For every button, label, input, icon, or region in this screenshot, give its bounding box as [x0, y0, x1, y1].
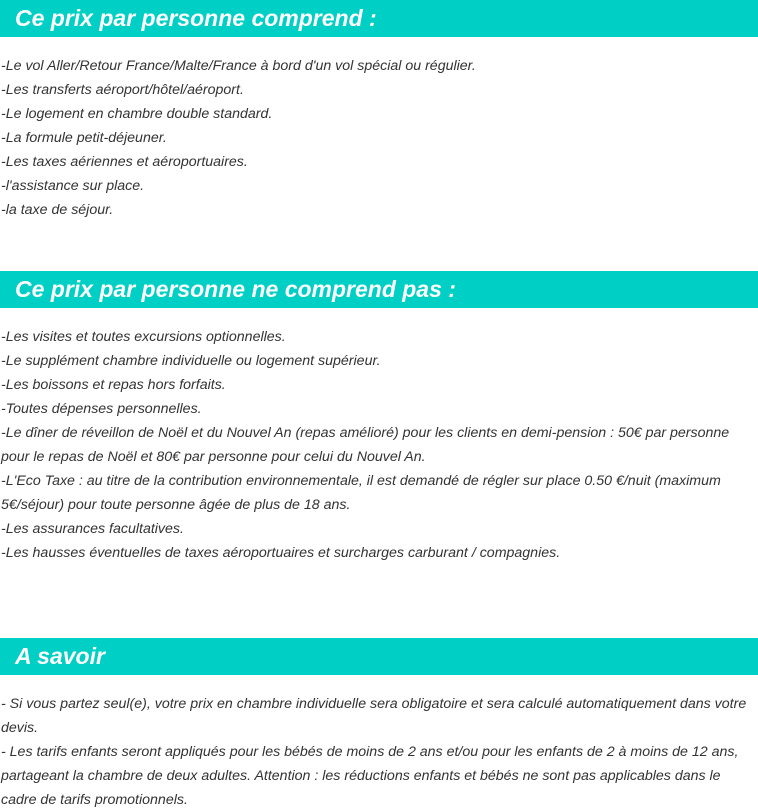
list-item: -Les boissons et repas hors forfaits.: [1, 377, 226, 393]
included-list: [1, 54, 756, 222]
good-to-know-list: [1, 692, 756, 812]
list-item: -Les hausses éventuelles de taxes aéroportuaires et surcharges carburant / compagnies.: [1, 545, 561, 561]
list-item: -La formule petit-déjeuner.: [1, 130, 167, 146]
list-item: -l'assistance sur place.: [1, 178, 145, 194]
list-item: -Les taxes aériennes et aéroportuaires.: [1, 154, 248, 170]
section-heading-included: Ce prix par personne comprend :: [0, 0, 758, 37]
section-heading-not-included: Ce prix par personne ne comprend pas :: [0, 271, 758, 308]
list-item: -Les assurances facultatives.: [1, 521, 184, 537]
section-heading-good-to-know: A savoir: [0, 638, 758, 675]
list-item: -Les transferts aéroport/hôtel/aéroport.: [1, 82, 244, 98]
list-item: -Toutes dépenses personnelles.: [1, 401, 202, 417]
list-item: -la taxe de séjour.: [1, 202, 114, 218]
list-item: -Les visites et toutes excursions optionnelles.: [1, 329, 286, 345]
not-included-list: [1, 325, 756, 565]
list-item: -Le vol Aller/Retour France/Malte/France à bord d'un vol spécial ou régulier.: [1, 58, 476, 74]
list-item: -L'Eco Taxe : au titre de la contribution environnementale, il est demandé de régler sur place 0.50 €/nuit (maximum 5€/séjour) pour toute personne âgée de plus de 18 ans.: [1, 473, 721, 513]
list-item: -Le supplément chambre individuelle ou logement supérieur.: [1, 353, 381, 369]
list-item: - Les tarifs enfants seront appliqués pour les bébés de moins de 2 ans et/ou pour les enfants de 2 à moins de 12 ans, partageant la chambre de deux adultes. Attention : les réductions enfants et bébés ne sont pas applicables dans le cadre de tarifs promotionnels.: [1, 744, 739, 808]
list-item: -Le logement en chambre double standard.: [1, 106, 273, 122]
list-item: - Si vous partez seul(e), votre prix en chambre individuelle sera obligatoire et sera calculé automatiquement dans votre devis.: [1, 696, 747, 736]
list-item: -Le dîner de réveillon de Noël et du Nouvel An (repas amélioré) pour les clients en demi-pension : 50€ par personne pour le repas de Noël et 80€ par personne pour celui du Nouvel An.: [1, 425, 730, 465]
